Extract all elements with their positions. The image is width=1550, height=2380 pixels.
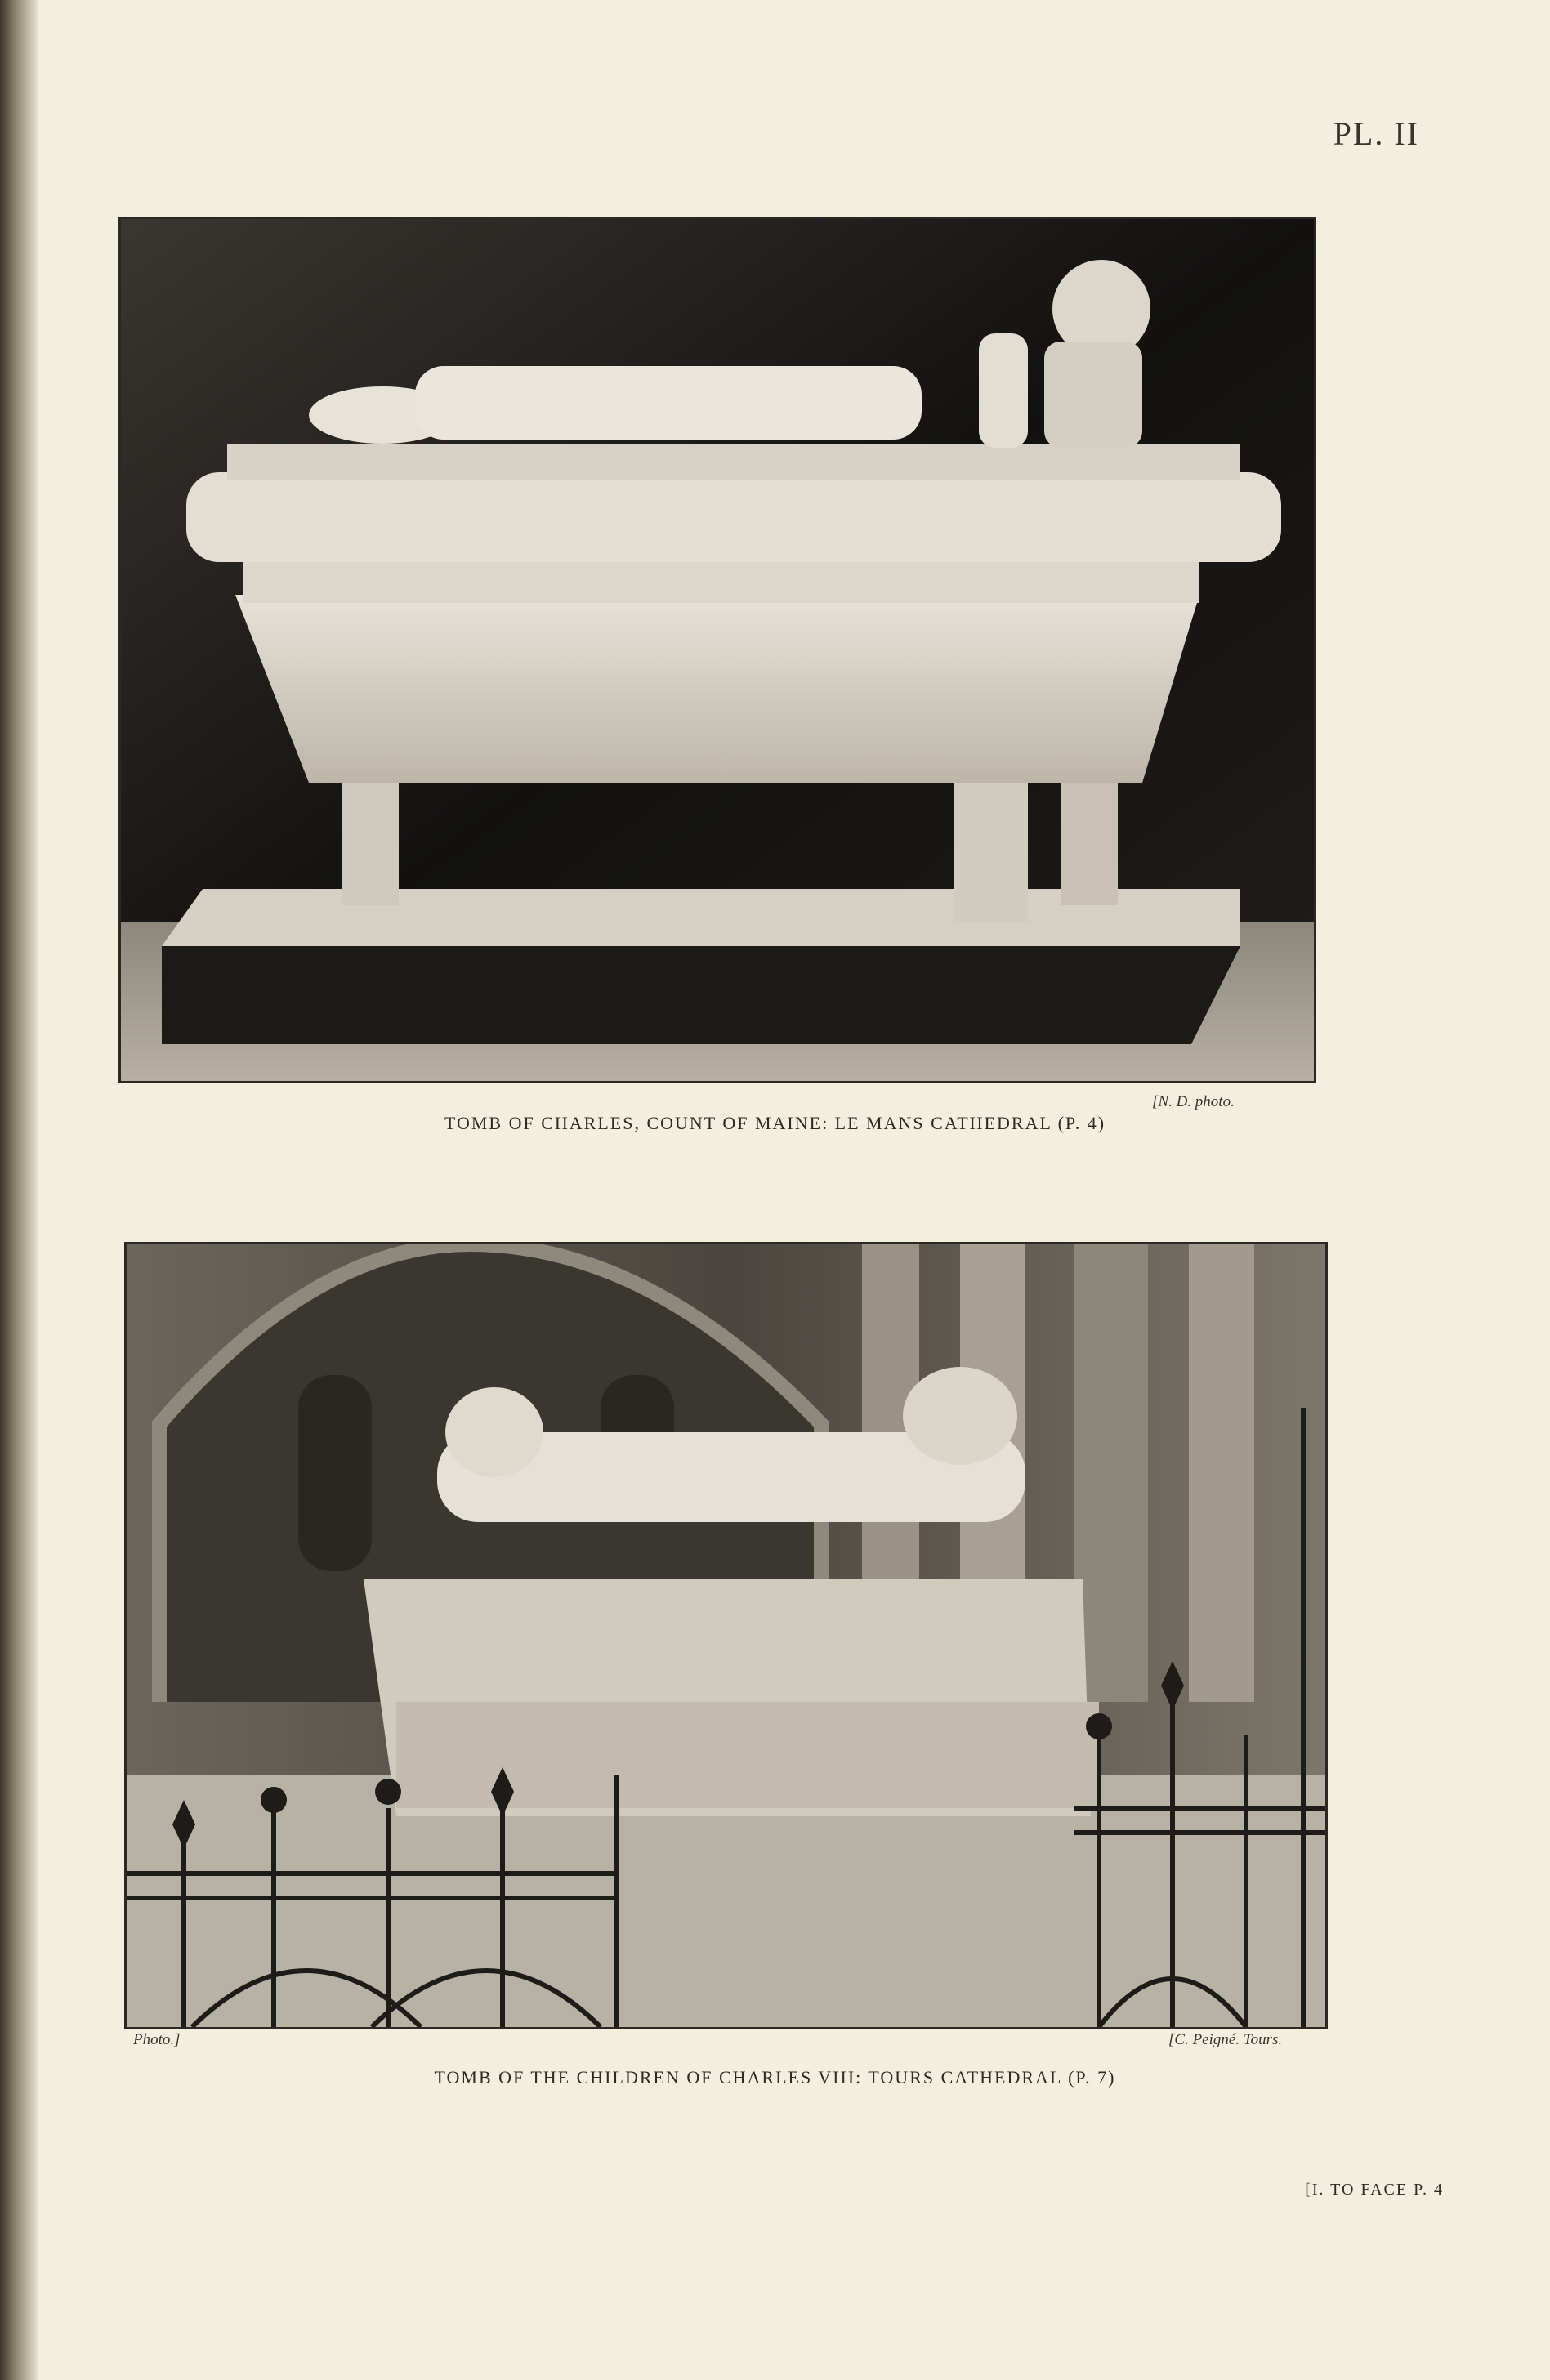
facing-page-note: [I. TO FACE P. 4 [1305, 2181, 1444, 2199]
caption-fig1: TOMB OF CHARLES, COUNT OF MAINE: LE MANS CATHEDRAL (P. 4) [444, 1113, 1106, 1133]
photo-credit-fig1: [N. D. photo. [1152, 1093, 1235, 1110]
book-gutter [0, 0, 38, 2380]
photo-tomb-children-of-charles-viii [124, 1242, 1328, 2029]
photo-credit-right-fig2: [C. Peigné. Tours. [1168, 2031, 1283, 2048]
caption-fig2: TOMB OF THE CHILDREN OF CHARLES VIII: TOURS CATHEDRAL (P. 7) [434, 2067, 1116, 2088]
photo-credit-left-fig2: Photo.] [133, 2031, 181, 2048]
plate-number: PL. II [1333, 115, 1419, 152]
photo-tomb-charles-count-of-maine [118, 217, 1316, 1083]
